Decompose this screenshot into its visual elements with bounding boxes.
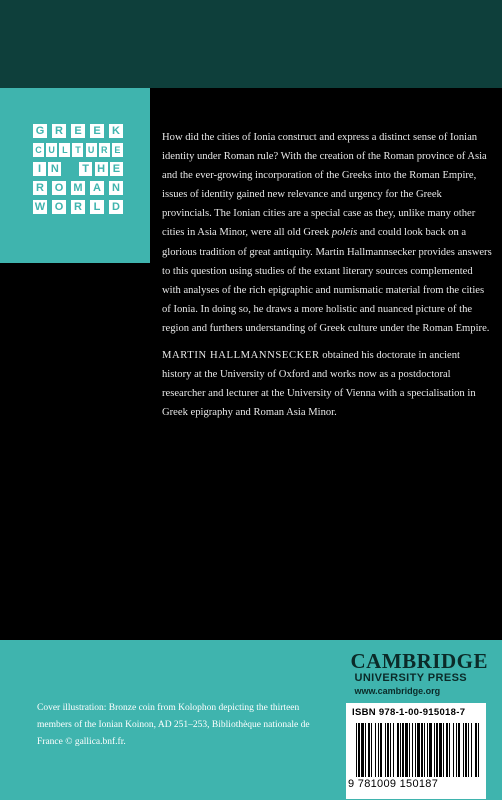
description-text-rest: and could look back on a glorious tradition of great antiquity. Martin Hallmannsecker provides answers to this question using studies of the extant literary sources complemented with analyses of the rich epigraphic and numismatic material from the cities of Ionia. In doing so, he draws a more holistic and nuanced picture of the region and furthers understanding of Greek culture under the Roman Empire.: [162, 227, 492, 334]
description-text: How did the cities of Ionia construct and express a distinct sense of Ionian identity under Roman rule? With the creation of the Roman province of Asia and the ever-growing incorporation of the Greeks into the Roman Empire, issues of identity gained new relevance and urgency for the Greek provincials. The Ionian cities are a special case as they, unlike many other cities in Asia Minor, were all old Greek: [162, 132, 487, 239]
barcode-bar: [397, 723, 399, 777]
series-logo-letter: T: [72, 143, 83, 157]
series-logo-letter: C: [33, 143, 44, 157]
barcode-bar: [463, 723, 464, 777]
barcode-bar: [449, 723, 450, 777]
barcode-bar: [453, 723, 454, 777]
barcode-bar: [402, 723, 404, 777]
series-logo-letter: O: [52, 200, 66, 214]
barcode-bar: [475, 723, 477, 777]
barcode-bar: [443, 723, 444, 777]
series-logo-letter: L: [90, 200, 104, 214]
series-logo-letter: U: [46, 143, 57, 157]
series-logo-letter: T: [79, 162, 92, 176]
barcode-bar: [415, 723, 416, 777]
series-logo-letter: D: [109, 200, 123, 214]
cover-credit: Cover illustration: Bronze coin from Kolophon depicting the thirteen members of the Ionian Koinon, AD 251–253, Bibliothèque nationale de France © gallica.bnf.fr.: [37, 703, 310, 747]
barcode-bar: [400, 723, 401, 777]
series-logo-letter: I: [33, 162, 46, 176]
author-name: MARTIN HALLMANNSECKER: [162, 350, 320, 362]
series-logo-letter: M: [71, 181, 85, 195]
series-logo-row: [33, 143, 123, 157]
series-logo-letter: H: [95, 162, 108, 176]
barcode-icon: [356, 723, 480, 777]
barcode-bar: [380, 723, 382, 777]
barcode-bar: [439, 723, 442, 777]
barcode-bar: [478, 723, 479, 777]
barcode-bar: [378, 723, 379, 777]
barcode-bar: [365, 723, 366, 777]
barcode-bar: [375, 723, 376, 777]
barcode-bar: [393, 723, 394, 777]
barcode-bar: [417, 723, 420, 777]
series-logo-letter: N: [48, 162, 61, 176]
barcode-bar: [361, 723, 364, 777]
series-logo-letter: G: [33, 124, 47, 138]
top-band: [0, 0, 502, 88]
publisher-url: www.cambridge.org: [354, 686, 441, 696]
series-logo-letter: E: [112, 143, 123, 157]
series-logo-row: [33, 181, 123, 195]
series-logo-letter: U: [86, 143, 97, 157]
barcode-bar: [409, 723, 410, 777]
barcode-bar: [471, 723, 472, 777]
barcode-bar: [412, 723, 413, 777]
barcode-bar: [358, 723, 360, 777]
series-logo-letter: E: [110, 162, 123, 176]
series-logo-letter: E: [90, 124, 104, 138]
barcode-bar: [434, 723, 435, 777]
author-bio-paragraph: [162, 346, 492, 422]
barcode-bar: [371, 723, 372, 777]
barcode-bar: [465, 723, 467, 777]
barcode-bar: [468, 723, 469, 777]
series-logo-letter: E: [71, 124, 85, 138]
barcode-digits: 9 781009 150187: [348, 778, 439, 790]
series-logo-letter: R: [52, 124, 66, 138]
series-logo-letter: R: [33, 181, 47, 195]
barcode-bar: [390, 723, 391, 777]
back-cover-blurb: [162, 128, 492, 422]
isbn-label: ISBN 978-1-00-915018-7: [352, 707, 466, 718]
barcode-bar: [446, 723, 448, 777]
description-italic: poleis: [331, 227, 358, 239]
series-logo-letter: A: [90, 181, 104, 195]
publisher-logo: [350, 650, 488, 697]
barcode-bar: [387, 723, 389, 777]
barcode-bar: [427, 723, 428, 777]
series-logo-letter: K: [109, 124, 123, 138]
barcode-bar: [429, 723, 432, 777]
series-logo-letter: N: [109, 181, 123, 195]
series-logo-row: [33, 200, 123, 214]
publisher-subtitle: UNIVERSITY PRESS: [354, 672, 468, 684]
series-logo-panel: [0, 88, 150, 263]
series-logo-letter: R: [71, 200, 85, 214]
barcode-bar: [368, 723, 370, 777]
author-bio: obtained his doctorate in ancient history at the University of Oxford and works now as a postdoctoral researcher and lecturer at the University of Vienna with a specialisation in Greek epigraphy and Roman Asia Minor.: [162, 350, 476, 419]
barcode-bar: [458, 723, 460, 777]
series-logo-letter: L: [59, 143, 70, 157]
barcode-bar: [405, 723, 408, 777]
series-logo-row: [33, 124, 123, 138]
bottom-band: [0, 640, 502, 800]
series-logo-letter: O: [52, 181, 66, 195]
barcode-bar: [385, 723, 386, 777]
series-logo-letter: R: [99, 143, 110, 157]
barcode-bar: [456, 723, 457, 777]
series-logo-letter: W: [34, 201, 46, 213]
barcode-bar: [356, 723, 357, 777]
series-logo-letter: [64, 162, 77, 176]
barcode-bar: [436, 723, 438, 777]
barcode-bar: [421, 723, 423, 777]
series-logo-grid: [33, 124, 123, 219]
publisher-name: CAMBRIDGE: [350, 649, 488, 673]
description-paragraph: [162, 128, 492, 338]
barcode-box: [346, 703, 486, 799]
barcode-bar: [424, 723, 425, 777]
series-logo-row: [33, 162, 123, 176]
